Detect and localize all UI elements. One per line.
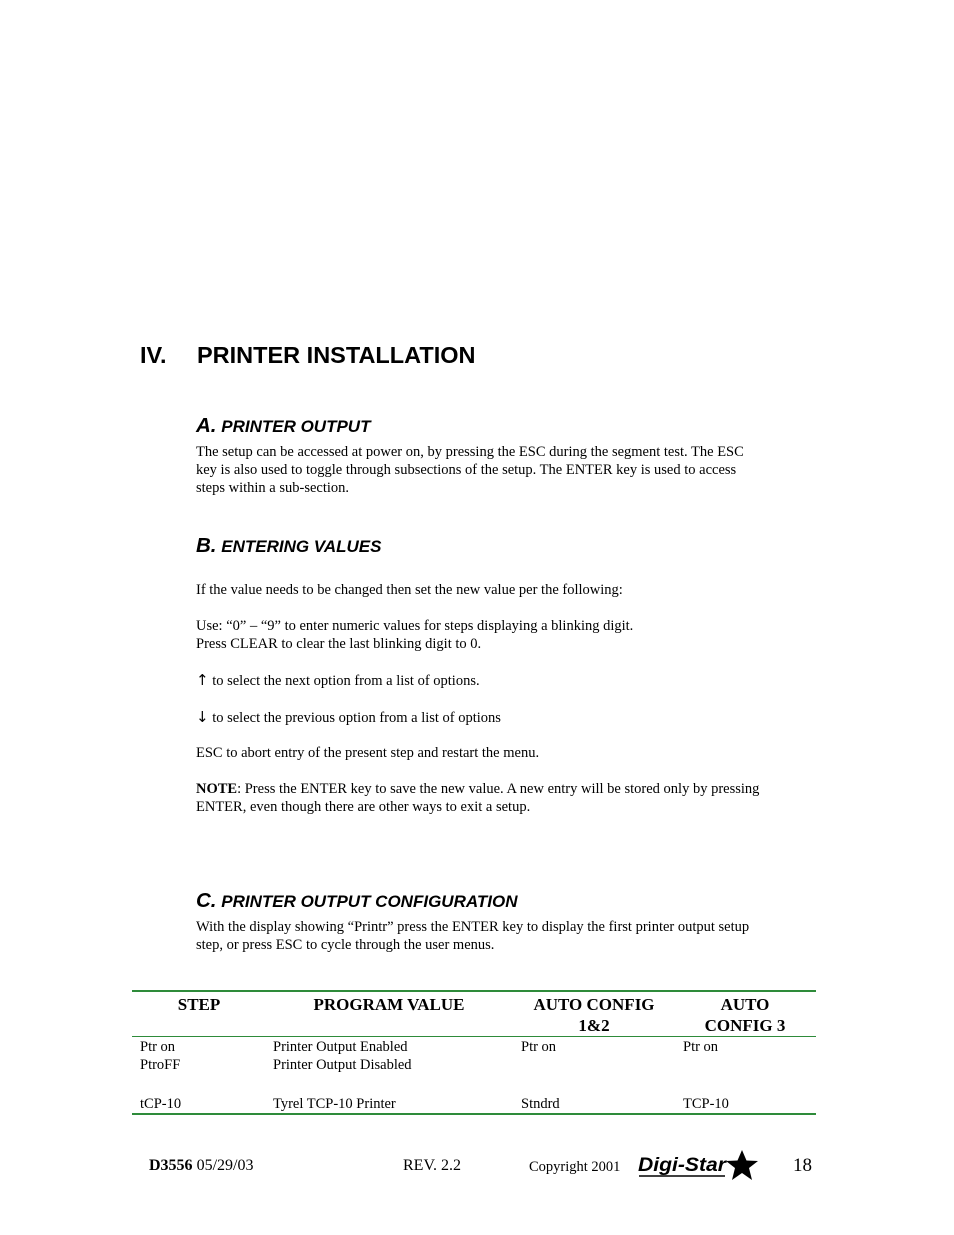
digi-star-logo (637, 1148, 759, 1182)
up-arrow-icon: ↑ (196, 671, 209, 689)
page-number: 18 (793, 1155, 812, 1176)
table-cell-step: PtroFF (140, 1057, 181, 1073)
subsection-a-letter: A. (196, 414, 217, 437)
printer-config-table (132, 990, 816, 1115)
text-line: steps within a sub-section. (196, 480, 350, 496)
section-number: IV. (140, 342, 167, 368)
table-bottom-rule (132, 1113, 816, 1115)
use-instructions (196, 617, 816, 653)
down-arrow-instruction (196, 708, 816, 727)
header-auto-config-3 (680, 994, 810, 1036)
logo-star-icon (726, 1150, 758, 1180)
table-cell-auto3: Ptr on (683, 1039, 719, 1055)
down-arrow-text: to select the previous option from a list of options (208, 710, 501, 726)
table-body (132, 1037, 816, 1113)
text-line: Press CLEAR to clear the last blinking digit to 0. (196, 636, 482, 652)
up-arrow-text: to select the next option from a list of options. (208, 673, 480, 689)
entering-values-intro: If the value needs to be changed then set the new value per the following: (196, 582, 623, 598)
table-cell-step: tCP-10 (140, 1096, 182, 1112)
header-step: STEP (177, 995, 221, 1014)
doc-date: 05/29/03 (192, 1157, 254, 1174)
section-title: PRINTER INSTALLATION (197, 342, 476, 368)
subsection-c-paragraph (196, 918, 816, 954)
table-cell-auto12: Stndrd (521, 1096, 560, 1112)
table-cell-program-value: Printer Output Enabled (273, 1039, 408, 1055)
note-line (196, 780, 816, 798)
header-line: CONFIG 3 (704, 1016, 786, 1035)
subsection-c-title: PRINTER OUTPUT CONFIGURATION (221, 892, 518, 911)
header-line: AUTO CONFIG (533, 995, 655, 1014)
page-footer (0, 1154, 954, 1184)
note-label: NOTE (196, 781, 238, 797)
table-cell-program-value: Printer Output Disabled (273, 1057, 412, 1073)
text-line: The setup can be accessed at power on, by pressing the ESC during the segment test. The ESC (196, 444, 744, 460)
doc-number: D3556 (149, 1157, 193, 1174)
table-cell-step: Ptr on (140, 1039, 176, 1055)
subsection-b-heading (196, 534, 382, 558)
table-cell-auto12: Ptr on (521, 1039, 557, 1055)
esc-instruction: ESC to abort entry of the present step and restart the menu. (196, 745, 540, 761)
text-line: Use: “0” – “9” to enter numeric values for steps displaying a blinking digit. (196, 618, 634, 634)
subsection-c-heading (196, 889, 517, 913)
subsection-a-heading (196, 414, 370, 438)
footer-copyright: Copyright 2001 (529, 1159, 621, 1175)
subsection-a-title: PRINTER OUTPUT (221, 417, 371, 436)
text-line: key is also used to toggle through subsections of the setup. The ENTER key is used to access (196, 462, 737, 478)
up-arrow-instruction (196, 671, 816, 690)
note-text: : Press the ENTER key to save the new value. A new entry will be stored only by pressing (237, 781, 760, 797)
table-header (132, 992, 816, 1036)
note-paragraph (196, 780, 816, 816)
section-heading (140, 342, 476, 369)
header-program-value: PROGRAM VALUE (313, 995, 465, 1014)
footer-doc-id (149, 1157, 253, 1175)
table-cell-auto3: TCP-10 (683, 1096, 729, 1112)
subsection-b-letter: B. (196, 534, 217, 557)
text-line: With the display showing “Printr” press the ENTER key to display the first printer output setup (196, 919, 750, 935)
footer-revision: REV. 2.2 (403, 1157, 461, 1174)
header-line: AUTO (720, 995, 770, 1014)
subsection-a-paragraph (196, 443, 816, 497)
header-auto-config-12 (512, 994, 676, 1036)
logo-text: Digi-Star (638, 1155, 728, 1176)
header-line: 1&2 (578, 1016, 610, 1035)
down-arrow-icon: ↓ (196, 708, 209, 726)
subsection-c-letter: C. (196, 889, 217, 912)
table-cell-program-value: Tyrel TCP-10 Printer (273, 1096, 396, 1112)
text-line: step, or press ESC to cycle through the user menus. (196, 937, 495, 953)
text-line: ENTER, even though there are other ways to exit a setup. (196, 799, 531, 815)
subsection-b-title: ENTERING VALUES (221, 537, 382, 556)
